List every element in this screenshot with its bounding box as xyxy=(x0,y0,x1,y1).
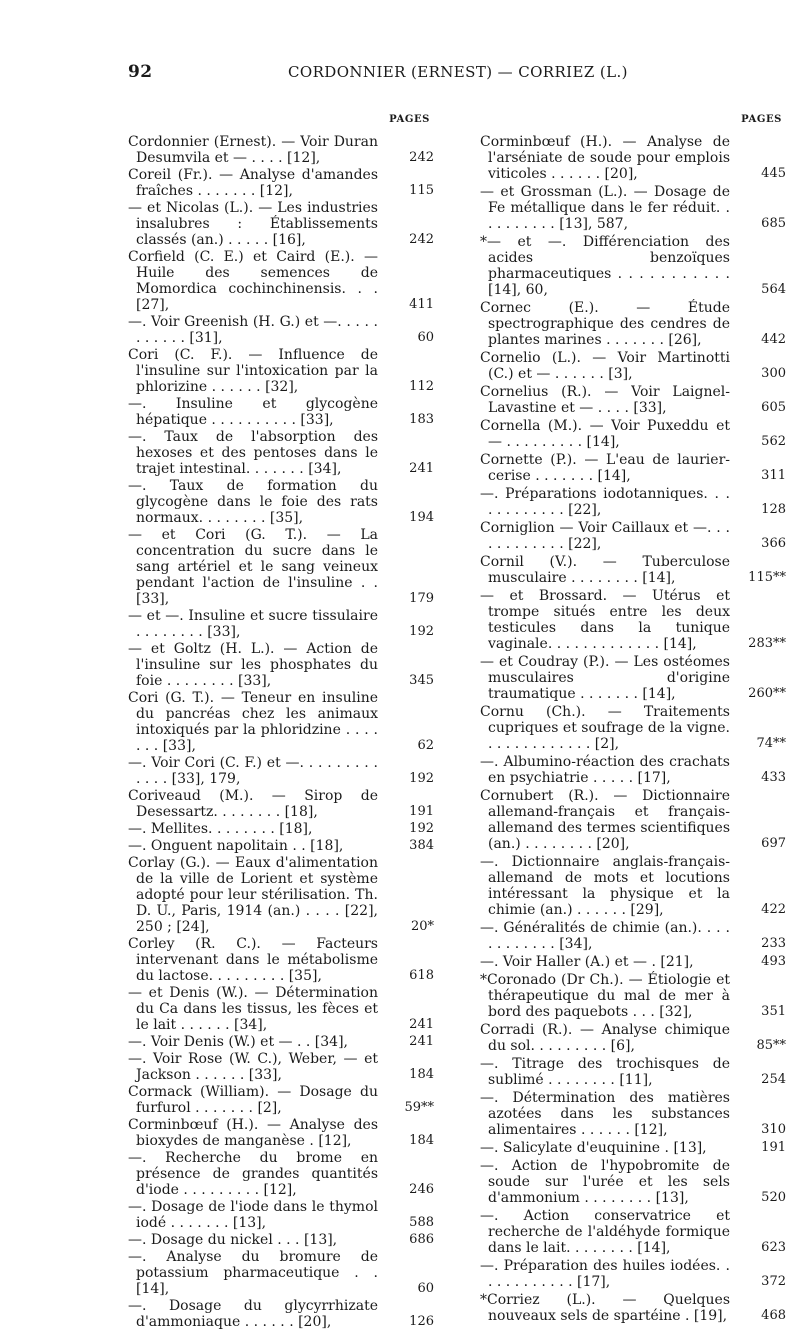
index-entry xyxy=(128,134,434,166)
entry-page-number: 520 xyxy=(761,1190,786,1205)
entry-page-number: 191 xyxy=(761,1140,786,1155)
entry-page-number: 184 xyxy=(409,1133,434,1148)
entry-text: —. Généralités de chimie (an.). . . . . . . . . . . . [34], xyxy=(480,920,730,952)
entry-page-number: 115** xyxy=(748,570,786,585)
entry-text: — et Brossard. — Utérus et trompe situés entre les deux testicules dans la tunique vaginale. . . . . . . . . . . . . [14], xyxy=(480,588,730,652)
entry-page-number: 60 xyxy=(417,1281,434,1296)
index-entry xyxy=(128,755,434,787)
index-entry xyxy=(480,520,786,552)
entry-text: —. Taux de formation du glycogène dans le foie des rats normaux. . . . . . . . [35], xyxy=(128,478,378,526)
entry-page-number: 241 xyxy=(409,461,434,476)
entry-text: —. Action conservatrice et recherche de l'aldéhyde formique dans le lait. . . . . . . . [14], xyxy=(480,1208,730,1256)
entry-page-number: 192 xyxy=(409,771,434,786)
entry-text: *Corriez (L.). — Quelques nouveaux sels de spartéine . [19], xyxy=(480,1292,730,1324)
right-column xyxy=(480,114,786,1326)
entry-page-number: 233 xyxy=(761,936,786,951)
entry-text: Cordonnier (Ernest). — Voir Duran Desumvila et — . . . . [12], xyxy=(128,134,378,166)
index-entry xyxy=(128,167,434,199)
entry-text: Cori (C. F.). — Influence de l'insuline sur l'intoxication par la phlorizine . . . . . . [32], xyxy=(128,347,378,395)
entry-page-number: 246 xyxy=(409,1182,434,1197)
entry-text: —. Dosage du glycyrrhizate d'ammoniaque . . . . . . [20], xyxy=(128,1298,378,1330)
entry-page-number: 422 xyxy=(761,902,786,917)
entry-text: —. Voir Haller (A.) et — . [21], xyxy=(480,954,694,970)
entry-page-number: 115 xyxy=(409,183,434,198)
entry-page-number: 74** xyxy=(756,736,786,751)
index-entry xyxy=(480,1208,786,1256)
index-entry xyxy=(480,754,786,786)
index-entry xyxy=(128,1034,434,1050)
entry-text: — et Goltz (H. L.). — Action de l'insuline sur les phosphates du foie . . . . . . . . [33], xyxy=(128,641,378,689)
index-entry xyxy=(128,838,434,854)
entry-text: Corniglion — Voir Caillaux et —. . . . . . . . . . . . [22], xyxy=(480,520,730,552)
entry-page-number: 564 xyxy=(761,282,786,297)
entry-text: —. Salicylate d'euquinine . [13], xyxy=(480,1140,707,1156)
index-entry xyxy=(128,1249,434,1297)
index-entry xyxy=(480,134,786,182)
entry-page-number: 254 xyxy=(761,1072,786,1087)
entry-page-number: 62 xyxy=(417,738,434,753)
entry-page-number: 59** xyxy=(404,1100,434,1115)
page-number: 92 xyxy=(128,62,153,82)
entry-page-number: 310 xyxy=(761,1122,786,1137)
index-entry xyxy=(128,690,434,754)
index-entry xyxy=(128,1150,434,1198)
entry-text: Coriveaud (M.). — Sirop de Desessartz. . . . . . . . [18], xyxy=(128,788,378,820)
index-entry xyxy=(128,249,434,313)
entry-text: Cormack (William). — Dosage du furfurol . . . . . . . [2], xyxy=(128,1084,378,1116)
entry-page-number: 433 xyxy=(761,770,786,785)
entry-page-number: 300 xyxy=(761,366,786,381)
index-entry xyxy=(480,234,786,298)
entry-page-number: 260** xyxy=(748,686,786,701)
entry-text: Cornil (V.). — Tuberculose musculaire . . . . . . . . [14], xyxy=(480,554,730,586)
entry-text: Cori (G. T.). — Teneur en insuline du pancréas chez les animaux intoxiqués par la phloridzine . . . . . . . [33], xyxy=(128,690,378,754)
entry-page-number: 588 xyxy=(409,1215,434,1230)
running-title: CORDONNIER (ERNEST) — CORRIEZ (L.) xyxy=(288,63,628,81)
index-entry xyxy=(480,654,786,702)
entry-text: —. Taux de l'absorption des hexoses et des pentoses dans le trajet intestinal. . . . . . . [34], xyxy=(128,429,378,477)
index-entry xyxy=(128,478,434,526)
entry-text: —. Préparation des huiles iodées. . . . . . . . . . . . [17], xyxy=(480,1258,730,1290)
index-entry xyxy=(128,608,434,640)
index-entry xyxy=(128,527,434,607)
entry-text: Cornelio (L.). — Voir Martinotti (C.) et — . . . . . . [3], xyxy=(480,350,730,382)
index-entry xyxy=(480,972,786,1020)
right-entry-list xyxy=(480,134,786,1324)
entry-page-number: 562 xyxy=(761,434,786,449)
entry-page-number: 442 xyxy=(761,332,786,347)
entry-page-number: 605 xyxy=(761,400,786,415)
entry-page-number: 493 xyxy=(761,954,786,969)
entry-text: Corminbœuf (H.). — Analyse de l'arséniate de soude pour emplois viticoles . . . . . . [20], xyxy=(480,134,730,182)
entry-text: Cornu (Ch.). — Traitements cupriques et soufrage de la vigne. . . . . . . . . . . . . [2], xyxy=(480,704,730,752)
index-entry xyxy=(128,788,434,820)
entry-text: — et Cori (G. T.). — La concentration du sucre dans le sang artériel et le sang veineux pendant l'action de l'insuline . . [33], xyxy=(128,527,378,607)
index-entry xyxy=(480,1258,786,1290)
entry-page-number: 445 xyxy=(761,166,786,181)
entry-text: —. Voir Rose (W. C.), Weber, — et Jackson . . . . . . [33], xyxy=(128,1051,378,1083)
entry-text: —. Recherche du brome en présence de grandes quantités d'iode . . . . . . . . . [12], xyxy=(128,1150,378,1198)
entry-page-number: 20* xyxy=(410,919,434,934)
index-entry xyxy=(128,1199,434,1231)
index-entry xyxy=(128,1084,434,1116)
entry-text: — et —. Insuline et sucre tissulaire . . . . . . . . [33], xyxy=(128,608,378,640)
entry-page-number: 241 xyxy=(409,1017,434,1032)
entry-text: —. Insuline et glycogène hépatique . . . . . . . . . . [33], xyxy=(128,396,378,428)
entry-text: Cornubert (R.). — Dictionnaire allemand-français et français-allemand des termes scientifiques (an.) . . . . . . . . [20], xyxy=(480,788,731,852)
index-entry xyxy=(128,1298,434,1330)
entry-text: —. Dictionnaire anglais-français-allemand de mots et locutions intéressant la physique et la chimie (an.) . . . . . . [29], xyxy=(480,854,730,918)
entry-text: Corlay (G.). — Eaux d'alimentation de la ville de Lorient et système adopté pour leur stérilisation. Th. D. U., Paris, 1914 (an.) . . . . [22], 250 ; [24], xyxy=(128,855,378,935)
entry-page-number: 184 xyxy=(409,1067,434,1082)
entry-page-number: 241 xyxy=(409,1034,434,1049)
index-entry xyxy=(480,486,786,518)
index-entry xyxy=(480,1158,786,1206)
index-entry xyxy=(480,1090,786,1138)
entry-page-number: 345 xyxy=(409,673,434,688)
index-entry xyxy=(128,200,434,248)
index-entry xyxy=(128,347,434,395)
entry-text: —. Albumino-réaction des crachats en psychiatrie . . . . . [17], xyxy=(480,754,730,786)
pages-column-label: PAGES xyxy=(741,114,782,125)
entry-page-number: 60 xyxy=(417,330,434,345)
index-entry xyxy=(480,418,786,450)
index-entry xyxy=(128,396,434,428)
entry-text: Corley (R. C.). — Facteurs intervenant dans le métabolisme du lactose. . . . . . . . . [35], xyxy=(128,936,378,984)
entry-text: —. Mellites. . . . . . . . [18], xyxy=(128,821,313,837)
entry-text: —. Onguent napolitain . . [18], xyxy=(128,838,344,854)
entry-text: —. Voir Greenish (H. G.) et —. . . . . . . . . . . [31], xyxy=(128,314,378,346)
left-entry-list xyxy=(128,134,434,1330)
entry-text: — et Coudray (P.). — Les ostéomes musculaires d'origine traumatique . . . . . . . [14], xyxy=(480,654,730,702)
entry-page-number: 242 xyxy=(409,150,434,165)
entry-page-number: 311 xyxy=(761,468,786,483)
entry-text: Cornelius (R.). — Voir Laignel-Lavastine et — . . . . [33], xyxy=(480,384,730,416)
entry-page-number: 85** xyxy=(756,1038,786,1053)
entry-text: *— et —. Différenciation des acides benzoïques pharmaceutiques . . . . . . . . . . . [14], 60, xyxy=(480,234,730,298)
entry-text: Cornette (P.). — L'eau de laurier-cerise . . . . . . . [14], xyxy=(480,452,730,484)
index-entry xyxy=(480,384,786,416)
entry-page-number: 194 xyxy=(409,510,434,525)
entry-text: —. Action de l'hypobromite de soude sur l'urée et les sels d'ammonium . . . . . . . . [13], xyxy=(480,1158,730,1206)
entry-text: Corradi (R.). — Analyse chimique du sol. . . . . . . . . [6], xyxy=(480,1022,730,1054)
index-entry xyxy=(128,429,434,477)
entry-page-number: 372 xyxy=(761,1274,786,1289)
index-entry xyxy=(480,300,786,348)
index-entry xyxy=(480,788,786,852)
entry-page-number: 179 xyxy=(409,591,434,606)
index-entry xyxy=(480,1292,786,1324)
index-entry xyxy=(128,641,434,689)
entry-text: Cornec (E.). — Étude spectrographique des cendres de plantes marines . . . . . . . [26], xyxy=(480,300,730,348)
entry-text: —. Analyse du bromure de potassium pharmaceutique . . [14], xyxy=(128,1249,378,1297)
pages-column-label: PAGES xyxy=(389,114,430,125)
index-entry xyxy=(128,855,434,935)
index-entry xyxy=(128,936,434,984)
entry-page-number: 126 xyxy=(409,1314,434,1329)
index-entry xyxy=(480,954,786,970)
index-entry xyxy=(480,452,786,484)
index-entry xyxy=(480,704,786,752)
entry-page-number: 242 xyxy=(409,232,434,247)
index-entry xyxy=(480,1022,786,1054)
index-entry xyxy=(480,554,786,586)
entry-page-number: 191 xyxy=(409,804,434,819)
index-entry xyxy=(480,1140,786,1156)
index-entry xyxy=(480,854,786,918)
index-entry xyxy=(480,184,786,232)
index-entry xyxy=(480,350,786,382)
entry-text: —. Préparations iodotanniques. . . . . . . . . . . . [22], xyxy=(480,486,730,518)
entry-page-number: 128 xyxy=(761,502,786,517)
entry-page-number: 384 xyxy=(409,838,434,853)
entry-text: Coreil (Fr.). — Analyse d'amandes fraîches . . . . . . . [12], xyxy=(128,167,378,199)
entry-page-number: 411 xyxy=(409,297,434,312)
entry-page-number: 183 xyxy=(409,412,434,427)
entry-text: —. Voir Cori (C. F.) et —. . . . . . . . . . . . . [33], 179, xyxy=(128,755,378,787)
index-entry xyxy=(128,1232,434,1248)
entry-text: — et Denis (W.). — Détermination du Ca dans les tissus, les fèces et le lait . . . . . . [34], xyxy=(128,985,378,1033)
left-column xyxy=(128,114,434,1331)
index-entry xyxy=(480,1056,786,1088)
entry-page-number: 192 xyxy=(409,624,434,639)
entry-page-number: 351 xyxy=(761,1004,786,1019)
index-entry xyxy=(480,588,786,652)
index-entry xyxy=(128,314,434,346)
entry-text: —. Voir Denis (W.) et — . . [34], xyxy=(128,1034,348,1050)
entry-text: —. Dosage du nickel . . . [13], xyxy=(128,1232,338,1248)
index-entry xyxy=(128,1117,434,1149)
entry-page-number: 618 xyxy=(409,968,434,983)
entry-page-number: 112 xyxy=(409,379,434,394)
entry-page-number: 283** xyxy=(748,636,786,651)
entry-text: — et Grossman (L.). — Dosage de Fe métallique dans le fer réduit. . . . . . . . . . [13], 587, xyxy=(480,184,730,232)
entry-text: Corminbœuf (H.). — Analyse des bioxydes de manganèse . [12], xyxy=(128,1117,378,1149)
index-entry xyxy=(480,920,786,952)
entry-page-number: 686 xyxy=(409,1232,434,1247)
index-entry xyxy=(128,1051,434,1083)
entry-text: *Coronado (Dr Ch.). — Étiologie et thérapeutique du mal de mer à bord des paquebots . . . [32], xyxy=(480,972,730,1020)
entry-text: Corfield (C. E.) et Caird (E.). — Huile des semences de Momordica cochinchinensis. . . [27], xyxy=(128,249,378,313)
entry-text: —. Détermination des matières azotées dans les substances alimentaires . . . . . . [12], xyxy=(480,1090,730,1138)
index-entry xyxy=(128,821,434,837)
entry-text: —. Dosage de l'iode dans le thymol iodé . . . . . . . [13], xyxy=(128,1199,378,1231)
entry-page-number: 468 xyxy=(761,1308,786,1323)
entry-text: —. Titrage des trochisques de sublimé . . . . . . . . [11], xyxy=(480,1056,730,1088)
entry-text: — et Nicolas (L.). — Les industries insalubres : Établissements classés (an.) . . . . . [16], xyxy=(128,200,378,248)
index-entry xyxy=(128,985,434,1033)
entry-page-number: 697 xyxy=(761,836,786,851)
running-head xyxy=(128,62,768,86)
entry-page-number: 623 xyxy=(761,1240,786,1255)
entry-text: Cornella (M.). — Voir Puxeddu et — . . . . . . . . . [14], xyxy=(480,418,730,450)
entry-page-number: 366 xyxy=(761,536,786,551)
entry-page-number: 192 xyxy=(409,821,434,836)
entry-page-number: 685 xyxy=(761,216,786,231)
